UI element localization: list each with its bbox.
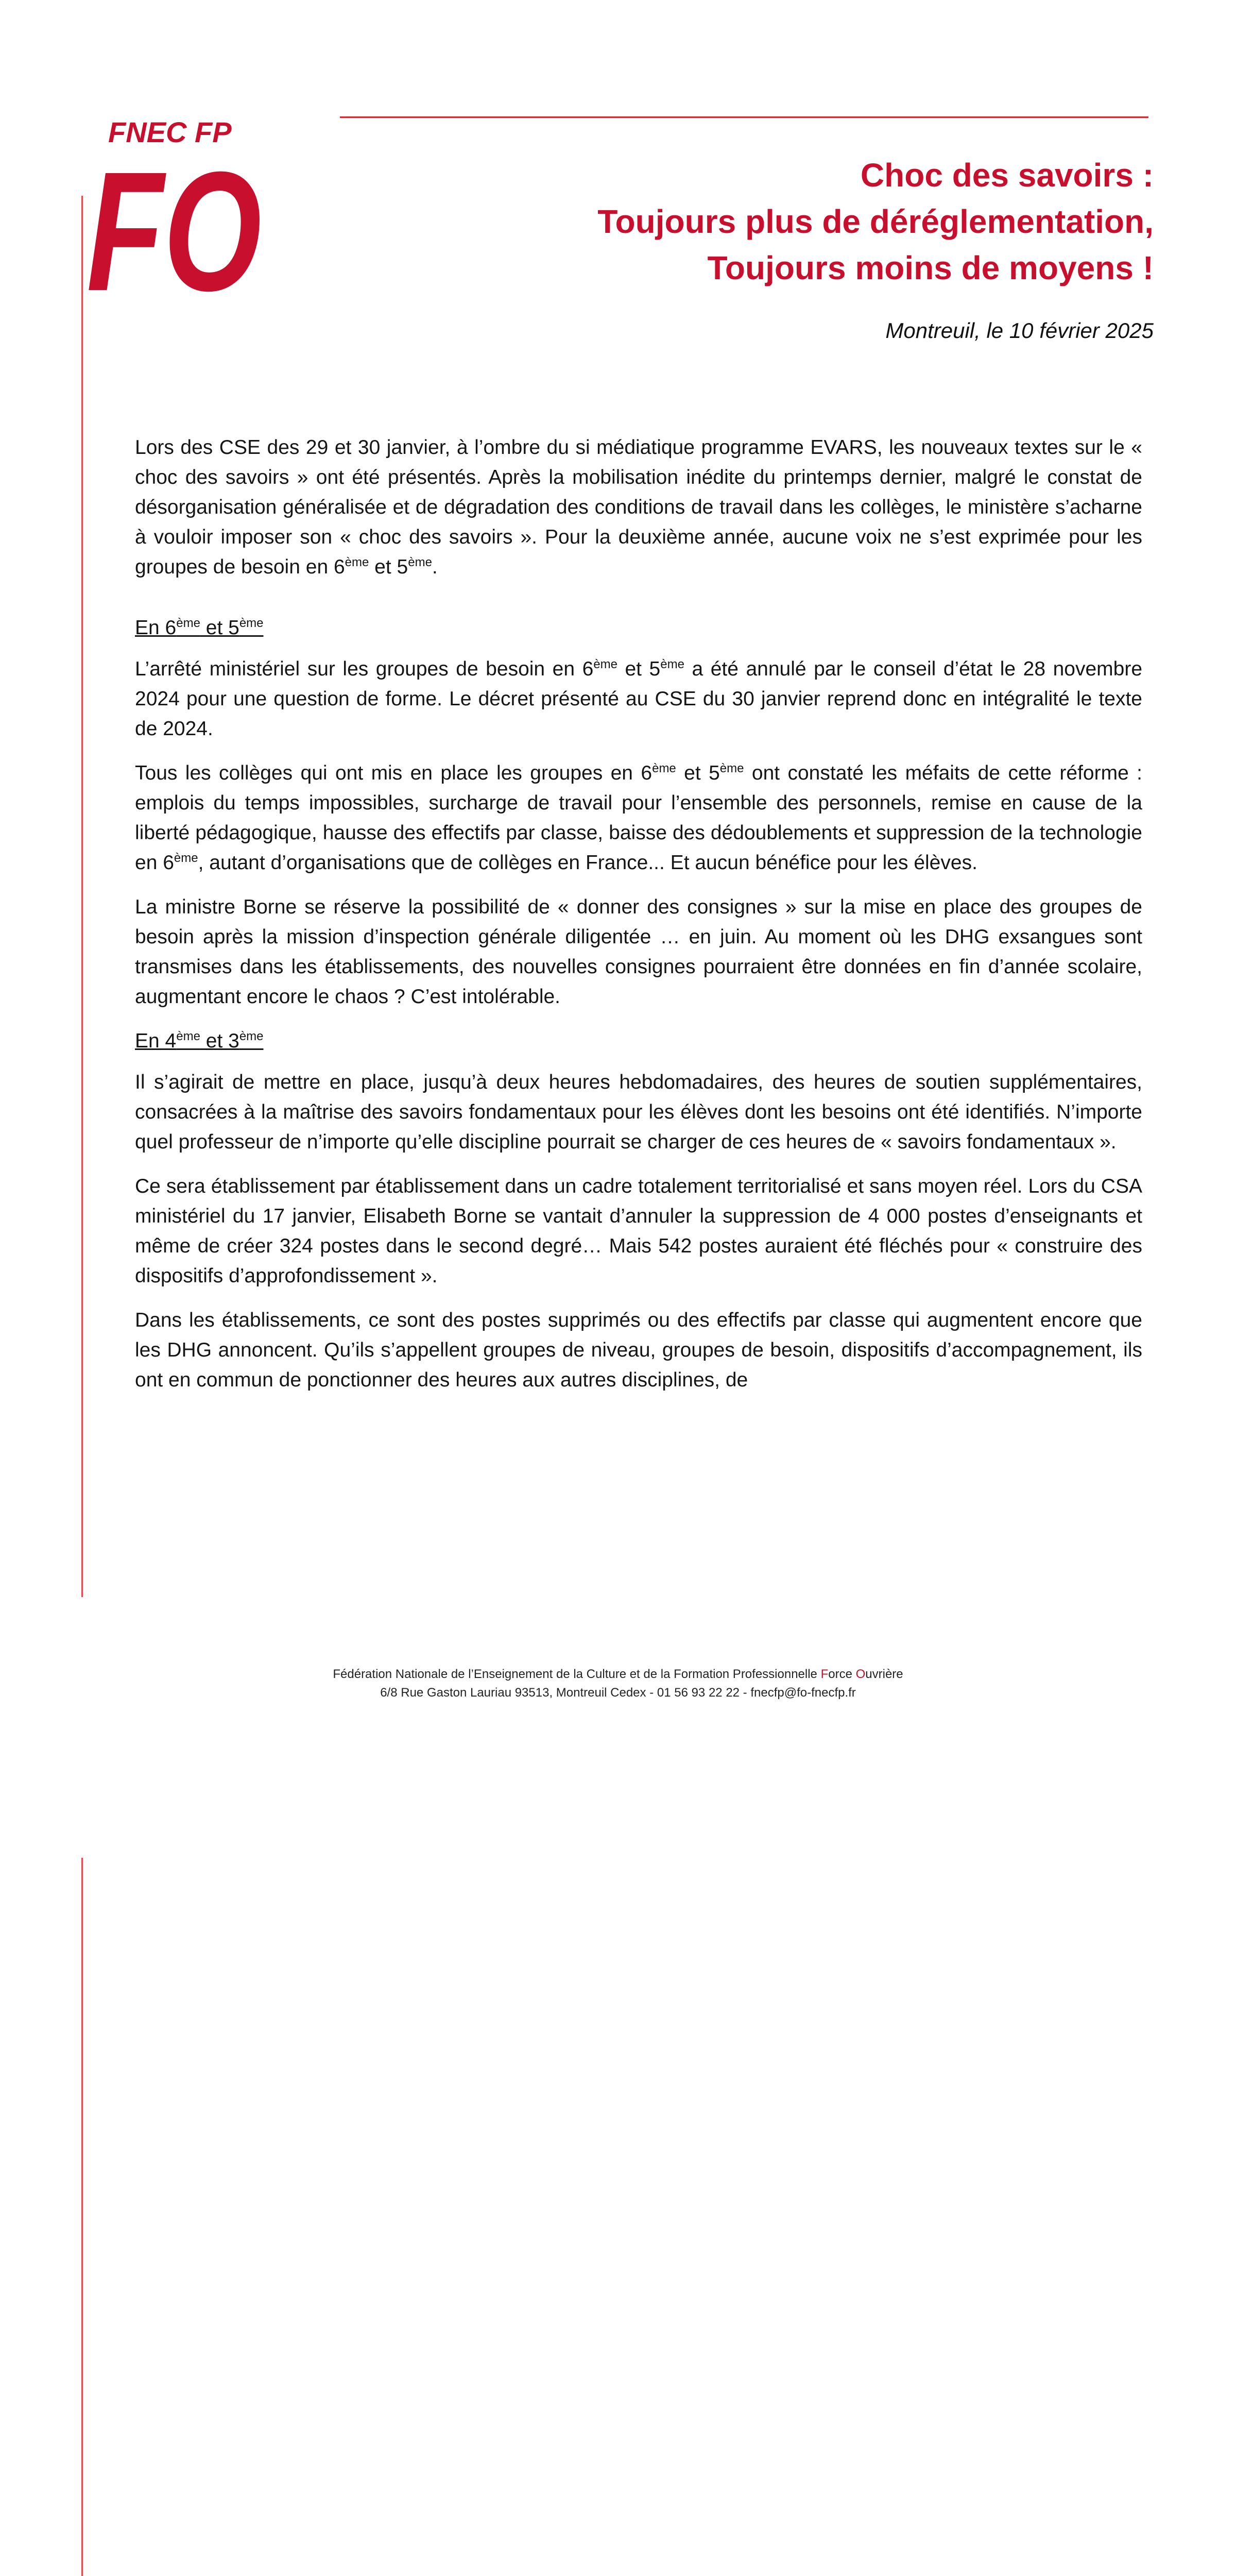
paragraph: [135, 758, 1142, 878]
logo-main-text: FO: [87, 136, 262, 303]
paragraph: Ce sera établissement par établissement dans un cadre totalement territorialisé et sans moyen réel. Lors du CSA ministériel du 17 janvier, Elisabeth Borne se vantait d’annuler la suppression de 4 000 postes d’enseignants et même de créer 324 postes dans le second degré… Mais 542 postes auraient été fléchés pour « construire des dispositifs d’approfondissement ».: [135, 1175, 1142, 1287]
paragraph: Dans les établissements, ce sont des postes supprimés ou des effectifs par classe qui augmentent encore que les DHG annoncent. Qu’ils s’appellent groupes de niveau, groupes de besoin, dispositifs d’accompagnement, ils ont en commun de ponctionner des heures aux autres disciplines, de: [135, 1309, 1142, 1391]
heading-text: et 5: [200, 617, 239, 639]
superscript: ème: [408, 555, 432, 569]
superscript: ème: [660, 657, 684, 671]
margin-line: [81, 196, 83, 1597]
logo-graphic: [82, 117, 268, 303]
superscript: ème: [345, 555, 369, 569]
superscript: ème: [176, 1029, 200, 1043]
intro-paragraph: [135, 433, 1142, 582]
paragraph-text: L’arrêté ministériel sur les groupes de besoin en 6: [135, 658, 594, 680]
logo-top-text: FNEC FP: [108, 117, 232, 148]
title-line-3: Toujours moins de moyens !: [707, 249, 1154, 286]
margin-line: [81, 1858, 83, 2576]
superscript: ème: [239, 616, 264, 630]
footer-text: orce: [828, 1667, 856, 1681]
paragraph-text: et 5: [617, 658, 661, 680]
footer-text: Fédération Nationale de l’Enseignement de la Culture et de la Formation Professionnelle: [333, 1667, 821, 1681]
paragraph-text: a été annulé par le conseil d’état le 28 novembre 2024 pour une question de forme. Le décret présenté au CSE du 30 janvier reprend donc en intégralité le texte de 2024.: [135, 658, 1143, 740]
footer-red-letter: O: [855, 1667, 866, 1681]
intro-text: Lors des CSE des 29 et 30 janvier, à l’ombre du si médiatique programme EVARS, les nouveaux textes sur le « choc des savoirs » ont été présentés. Après la mobilisation inédite du printemps dernier, malgré le constat de désorganisation généralisée et de dégradation des conditions de travail dans les collèges, le ministère s’acharne à vouloir imposer son « choc des savoirs ». Pour la deuxième année, aucune voix ne s’est exprimée pour les groupes de besoin en 6: [135, 436, 1142, 578]
paragraph: La ministre Borne se réserve la possibilité de « donner des consignes » sur la mise en place des groupes de besoin après la mission d’inspection générale diligentée … en juin. Au moment où les DHG exsangues sont transmises dans les établissements, des nouvelles consignes pourraient être données en fin d’année scolaire, augmentant encore le chaos ? C’est intolérable.: [135, 896, 1142, 1008]
superscript: ème: [719, 761, 744, 775]
section-heading-4e-3e: [135, 1026, 1142, 1056]
title-line-2: Toujours plus de déréglementation,: [597, 203, 1154, 240]
superscript: ème: [593, 657, 617, 671]
superscript: ème: [176, 616, 200, 630]
superscript: ème: [239, 1029, 264, 1043]
intro-text: .: [432, 556, 438, 578]
paragraph: [135, 654, 1142, 744]
title-line-1: Choc des savoirs :: [860, 157, 1154, 194]
footer: [0, 1665, 1236, 1702]
document-title: [381, 152, 1154, 291]
section-heading-6e-5e: [135, 613, 1142, 643]
heading-text: et 3: [200, 1030, 239, 1052]
page-2: [0, 1750, 1236, 2576]
body-page-1: [135, 433, 1142, 1410]
paragraph-text: Tous les collèges qui ont mis en place les groupes en 6: [135, 762, 653, 784]
header-rule: [340, 116, 1148, 118]
intro-text: et 5: [369, 556, 408, 578]
heading-text: En 4: [135, 1030, 177, 1052]
footer-red-letter: F: [820, 1667, 829, 1681]
fnec-fp-fo-logo: [82, 117, 268, 303]
superscript: ème: [652, 761, 676, 775]
heading-text: En 6: [135, 617, 177, 639]
footer-line-2: 6/8 Rue Gaston Lauriau 93513, Montreuil Cedex - 01 56 93 22 22 - fnecfp@fo-fnecfp.fr: [380, 1686, 856, 1700]
date-line: Montreuil, le 10 février 2025: [885, 318, 1154, 343]
paragraph-text: ont constaté les méfaits de cette réforme : emplois du temps impossibles, surcharge de travail pour l’ensemble des personnels, remise en cause de la liberté pédagogique, hausse des effectifs par classe, baisse des dédoublements et suppression de la technologie en 6: [135, 762, 1142, 874]
footer-line-1: [0, 1665, 1236, 1684]
footer-text: uvrière: [865, 1667, 903, 1681]
superscript: ème: [174, 851, 198, 865]
paragraph-text: , autant d’organisations que de collèges en France... Et aucun bénéfice pour les élèves.: [198, 852, 977, 874]
paragraph-text: et 5: [676, 762, 720, 784]
paragraph: Il s’agirait de mettre en place, jusqu’à deux heures hebdomadaires, des heures de soutien supplémentaires, consacrées à la maîtrise des savoirs fondamentaux pour les élèves dont les besoins ont été identifiés. N’importe quel professeur de n’importe qu’elle discipline pourrait se charger de ces heures de « savoirs fondamentaux ».: [135, 1071, 1142, 1153]
